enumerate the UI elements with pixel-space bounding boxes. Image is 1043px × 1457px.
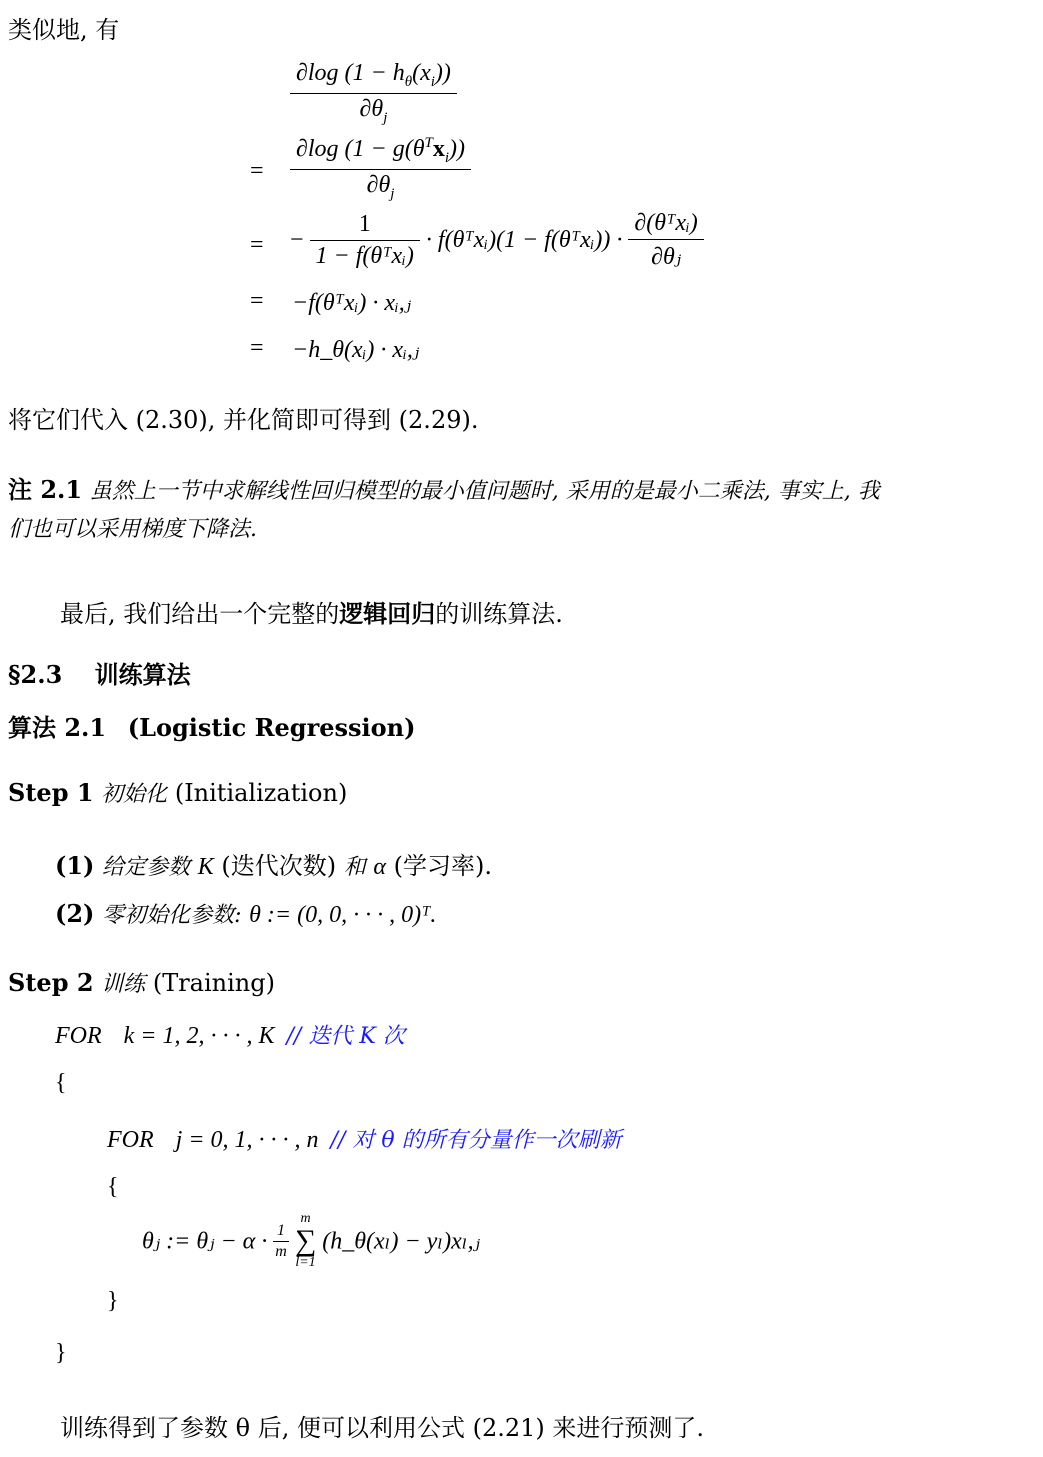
step1-item2: (2) 零初始化参数: θ := (0, 0, · · · , 0)ᵀ. — [55, 899, 437, 928]
deriv-eq2: = — [250, 158, 264, 184]
deriv-line1-fraction: $\frac{\partial\log (1 - h_\theta(x_i))}{\partial\theta_j}$ — [290, 60, 457, 127]
logistic-regression-term: 逻辑回归 — [339, 599, 436, 628]
section-heading — [8, 655, 191, 690]
update-fraction: $\frac{1}{m}$ — [275, 1221, 287, 1260]
summation-symbol: m ∑ l=1 — [294, 1211, 317, 1270]
deriv-line5: −h_θ(xᵢ) · xᵢ,ⱼ — [292, 337, 420, 363]
deriv-line1 — [290, 60, 457, 127]
intro-text: 类似地, 有 — [8, 16, 120, 44]
deriv-line3-fraction: $\frac{1}{\text{1 − f(θᵀxᵢ)}}$ — [310, 211, 420, 270]
paragraph-final-intro: 最后, 我们给出一个完整的逻辑回归的训练算法. — [60, 599, 563, 628]
deriv-line3-fraction2: $\frac{\text{∂(θᵀxᵢ)}}{\text{∂θⱼ}}$ — [628, 210, 703, 271]
for-inner-comment: // 对 θ 的所有分量作一次刷新 — [330, 1128, 622, 1153]
paragraph-substitute: 将它们代入 (2.30), 并化简即可得到 (2.29). — [8, 406, 479, 434]
note-line2: 们也可以采用梯度下降法. — [8, 517, 257, 542]
brace-inner-close: } — [107, 1288, 119, 1314]
section-number: §2.3 — [8, 660, 63, 689]
for-inner: FOR j = 0, 1, · · · , n // 对 θ 的所有分量作一次刷新 — [107, 1127, 622, 1153]
deriv-line2-fraction: $\frac{\partial\log (1 - g(\theta^Tx_i))}{\partial\theta_j}$ — [290, 135, 471, 203]
brace-outer-close: } — [55, 1340, 67, 1366]
algorithm-label: 算法 2.1 — [8, 713, 107, 742]
deriv-eq5: = — [250, 335, 264, 361]
for-outer-comment: // 迭代 K 次 — [286, 1024, 405, 1049]
for-outer: FOR k = 1, 2, · · · , K // 迭代 K 次 — [55, 1023, 405, 1049]
deriv-line2 — [290, 135, 471, 203]
deriv-eq4: = — [250, 288, 264, 314]
note-text1: 虽然上一节中求解线性回归模型的最小值问题时, 采用的是最小二乘法, 事实上, 我 — [89, 479, 880, 504]
update-rule: θⱼ := θⱼ − α · $\frac{1}{m}$ m ∑ l=1 (h_θ(xₗ) − yₗ)xₗ,ⱼ — [142, 1211, 480, 1270]
algorithm-title: (Logistic Regression) — [127, 713, 416, 742]
step2-heading: Step 2 训练 (Training) — [8, 968, 275, 997]
final-paragraph: 训练得到了参数 θ 后, 便可以利用公式 (2.21) 来进行预测了. — [60, 1414, 705, 1442]
step1-item1: (1) 给定参数 K (迭代次数) 和 α (学习率). — [55, 851, 493, 880]
brace-outer-open: { — [55, 1070, 67, 1096]
section-title: 训练算法 — [94, 660, 191, 689]
deriv-eq3: = — [250, 232, 264, 258]
deriv-line4: −f(θᵀxᵢ) · xᵢ,ⱼ — [292, 290, 412, 316]
note-line1 — [8, 470, 880, 505]
brace-inner-open: { — [107, 1174, 119, 1200]
step1-heading: Step 1 初始化 (Initialization) — [8, 778, 348, 807]
deriv-line3: − $\frac{1}{\text{1 − f(θᵀxᵢ)}}$ · f(θᵀxᵢ)(1 − f(θᵀxᵢ)) · $\frac{\text{∂(θᵀxᵢ)}}{\text{∂θⱼ}}$ — [290, 210, 704, 271]
note-label: 注 2.1 — [8, 475, 83, 504]
algorithm-heading — [8, 708, 415, 743]
